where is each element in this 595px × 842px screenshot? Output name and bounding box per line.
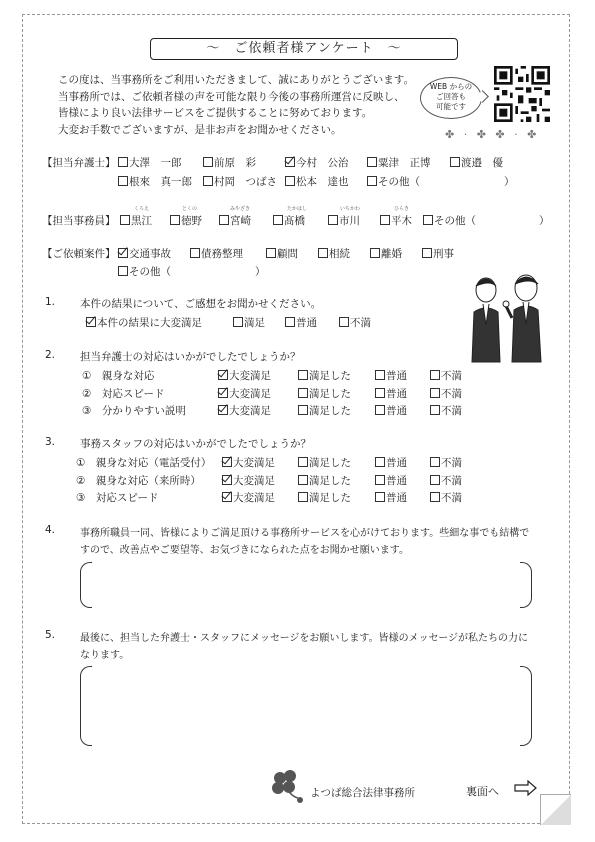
checkbox[interactable] [298, 405, 308, 415]
q2-question: 担当弁護士の対応はいかがでしたでしょうか？ [80, 351, 301, 363]
checkbox[interactable] [339, 317, 349, 327]
q2-option[interactable]: 満足した [298, 403, 351, 418]
checkbox[interactable] [298, 457, 308, 467]
case-option[interactable]: 相続 [318, 246, 350, 261]
checkbox[interactable] [318, 248, 328, 258]
case-option[interactable]: 顧問 [266, 246, 298, 261]
q3-option[interactable]: 普通 [375, 455, 407, 470]
q5-question-line: なります。 [80, 650, 130, 661]
lawyers-illustration [466, 270, 556, 365]
q5-answer-box-right[interactable] [520, 666, 532, 746]
q2-option[interactable]: 満足した [298, 386, 351, 401]
cases-label: 【ご依頼案件】 [42, 248, 116, 260]
q3-item: ① 親身な対応（電話受付） [76, 457, 212, 469]
checkbox[interactable] [273, 215, 283, 225]
checkbox-checked[interactable] [86, 317, 96, 327]
checkbox[interactable] [203, 176, 213, 186]
q3-option[interactable]: 大変満足 [222, 473, 275, 488]
q2-option[interactable]: 大変満足 [218, 386, 271, 401]
staff-option[interactable]: 平木 [380, 213, 412, 228]
q1-question: 本件の結果について、ご感想をお聞かせください。 [80, 298, 322, 310]
case-option[interactable]: 債務整理 [190, 246, 243, 261]
intro-line: 当事務所では、ご依頼者様の声を可能な限り今後の事務所運営に反映し、 [58, 90, 405, 103]
checkbox[interactable] [375, 492, 385, 502]
checkbox[interactable] [285, 317, 295, 327]
q4-question-line: 事務所職員一同、皆様によりご満足頂ける事務所サービスを心がけております。些細な事でも結構で [80, 528, 530, 539]
checkbox[interactable] [298, 370, 308, 380]
ruby: いちかわ [340, 206, 361, 212]
q2-option[interactable]: 不満 [430, 386, 462, 401]
staff-option[interactable]: 徳野 [170, 213, 202, 228]
checkbox[interactable] [430, 475, 440, 485]
checkbox[interactable] [367, 176, 377, 186]
arrow-right-icon[interactable] [514, 780, 538, 796]
q5-question-line: 最後に、担当した弁護士・スタッフにメッセージをお願いします。皆様のメッセージが私たちの力に [80, 633, 528, 644]
intro-text [58, 72, 414, 138]
q2-item: ③ 分かりやすい説明 [82, 405, 186, 417]
q4-answer-box-right[interactable] [520, 562, 532, 608]
staff-option[interactable]: その他（ ） [423, 213, 550, 228]
q2-option[interactable]: 満足した [298, 368, 351, 383]
qr-code-icon[interactable] [494, 66, 550, 122]
checkbox[interactable] [190, 248, 200, 258]
lawyer-option[interactable]: 大澤 一郎 [118, 155, 182, 170]
ruby: くろえ [134, 206, 150, 212]
staff-option[interactable]: 髙橋 [273, 213, 305, 228]
ruby: みやざき [230, 206, 251, 212]
q3-item: ③ 対応スピード [76, 492, 159, 504]
intro-line: 大変お手数でございますが、是非お声をお聞かせください。 [58, 123, 342, 136]
ruby: とくの [182, 206, 198, 212]
checkbox-checked[interactable] [218, 388, 228, 398]
clover-icon: ✤ · ✤ ✤ · ✤ [445, 128, 540, 141]
case-option[interactable]: 刑事 [422, 246, 454, 261]
checkbox[interactable] [375, 405, 385, 415]
checkbox-checked[interactable] [218, 405, 228, 415]
checkbox[interactable] [298, 492, 308, 502]
checkbox-checked[interactable] [118, 248, 128, 258]
checkbox[interactable] [118, 176, 128, 186]
checkbox[interactable] [375, 457, 385, 467]
q4-answer-box-left[interactable] [80, 562, 92, 608]
staff-option[interactable]: 宮崎 [219, 213, 251, 228]
checkbox-checked[interactable] [222, 475, 232, 485]
next-page-label[interactable]: 裏面へ [466, 785, 499, 798]
lawyer-option[interactable]: 村岡 つばさ [203, 174, 277, 189]
q3-option[interactable]: 普通 [375, 490, 407, 505]
q3-item: ② 親身な対応（来所時） [76, 475, 201, 487]
checkbox[interactable] [430, 405, 440, 415]
case-option[interactable]: その他（ ） [118, 264, 266, 279]
firm-name: よつば総合法律事務所 [310, 787, 415, 799]
checkbox-checked[interactable] [285, 157, 295, 167]
checkbox[interactable] [233, 317, 243, 327]
q1-option[interactable]: 普通 [285, 315, 317, 330]
q1-option[interactable]: 本件の結果に大変満足 [86, 315, 202, 330]
q3-question: 事務スタッフの対応はいかがでしたでしょうか？ [80, 438, 311, 450]
intro-line: この度は、当事務所をご利用いただきまして、誠にありがとうございます。 [58, 74, 414, 86]
checkbox-checked[interactable] [222, 492, 232, 502]
q2-item: ② 対応スピード [82, 388, 165, 400]
bubble-line: WEB からの [429, 82, 473, 91]
page-title: ～ ご依頼者様アンケート ～ [150, 38, 458, 60]
q3-option[interactable]: 不満 [430, 455, 462, 470]
lawyer-option[interactable]: その他（ ） [367, 174, 515, 189]
checkbox[interactable] [298, 475, 308, 485]
checkbox[interactable] [203, 157, 213, 167]
bubble-line: 可能です [436, 102, 466, 111]
q2-option[interactable]: 大変満足 [218, 403, 271, 418]
q2-option[interactable]: 普通 [375, 368, 407, 383]
checkbox[interactable] [120, 215, 130, 225]
q3-option[interactable]: 大変満足 [222, 455, 275, 470]
checkbox[interactable] [328, 215, 338, 225]
q1-option[interactable]: 満足 [233, 315, 265, 330]
q3-option[interactable]: 不満 [430, 490, 462, 505]
checkbox[interactable] [430, 492, 440, 502]
q2-option[interactable]: 大変満足 [218, 368, 271, 383]
q2-number: 2. [45, 349, 56, 361]
q3-option[interactable]: 満足した [298, 455, 351, 470]
q3-option[interactable]: 満足した [298, 473, 351, 488]
q3-option[interactable]: 普通 [375, 473, 407, 488]
checkbox[interactable] [430, 388, 440, 398]
checkbox[interactable] [375, 475, 385, 485]
page-fold [540, 794, 571, 825]
q3-option[interactable]: 不満 [430, 473, 462, 488]
checkbox[interactable] [370, 248, 380, 258]
q3-number: 3. [45, 436, 56, 448]
q5-number: 5. [45, 629, 56, 641]
checkbox[interactable] [266, 248, 276, 258]
checkbox[interactable] [430, 370, 440, 380]
q2-option[interactable]: 普通 [375, 386, 407, 401]
checkbox-checked[interactable] [222, 457, 232, 467]
q2-item: ① 親身な対応 [82, 370, 155, 382]
bubble-line: ご回答も [436, 92, 466, 101]
checkbox[interactable] [430, 457, 440, 467]
ruby: たかはし [287, 206, 308, 212]
lawyer-option[interactable]: 根來 真一郎 [118, 174, 192, 189]
ruby: ひらき [394, 206, 410, 212]
clover-icon [268, 768, 306, 806]
checkbox[interactable] [375, 388, 385, 398]
case-option[interactable]: 離婚 [370, 246, 402, 261]
checkbox[interactable] [380, 215, 390, 225]
checkbox[interactable] [450, 157, 460, 167]
checkbox[interactable] [118, 157, 128, 167]
staff-option[interactable]: 黒江 [120, 213, 152, 228]
web-answer-bubble [420, 77, 482, 119]
q3-option[interactable]: 満足した [298, 490, 351, 505]
checkbox[interactable] [219, 215, 229, 225]
checkbox[interactable] [118, 266, 128, 276]
checkbox[interactable] [298, 388, 308, 398]
lawyer-option[interactable]: 松本 達也 [285, 174, 349, 189]
q2-option[interactable]: 不満 [430, 403, 462, 418]
checkbox[interactable] [367, 157, 377, 167]
lawyer-option[interactable]: 前原 彩 [203, 155, 256, 170]
q4-question-line: すので、改善点やご要望等、お気づきになられた点をお聞かせ願います。 [80, 545, 409, 556]
q3-option[interactable]: 大変満足 [222, 490, 275, 505]
checkbox[interactable] [285, 176, 295, 186]
checkbox[interactable] [170, 215, 180, 225]
checkbox[interactable] [375, 370, 385, 380]
checkbox[interactable] [423, 215, 433, 225]
lawyer-option[interactable]: 渡邉 優 [450, 155, 503, 170]
lawyer-option[interactable]: 今村 公治 [285, 155, 349, 170]
q4-number: 4. [45, 524, 56, 536]
q1-option[interactable]: 不満 [339, 315, 371, 330]
checkbox-checked[interactable] [218, 370, 228, 380]
checkbox[interactable] [422, 248, 432, 258]
case-option[interactable]: 交通事故 [118, 246, 171, 261]
q1-number: 1. [45, 296, 56, 308]
staff-label: 【担当事務員】 [42, 215, 116, 227]
staff-option[interactable]: 市川 [328, 213, 360, 228]
q2-option[interactable]: 普通 [375, 403, 407, 418]
lawyers-label: 【担当弁護士】 [42, 157, 116, 169]
intro-line: 皆様により良い法律サービスをご提供することに努めております。 [58, 107, 373, 119]
q5-answer-box-left[interactable] [80, 666, 92, 746]
lawyer-option[interactable]: 粟津 正博 [367, 155, 431, 170]
q2-option[interactable]: 不満 [430, 368, 462, 383]
